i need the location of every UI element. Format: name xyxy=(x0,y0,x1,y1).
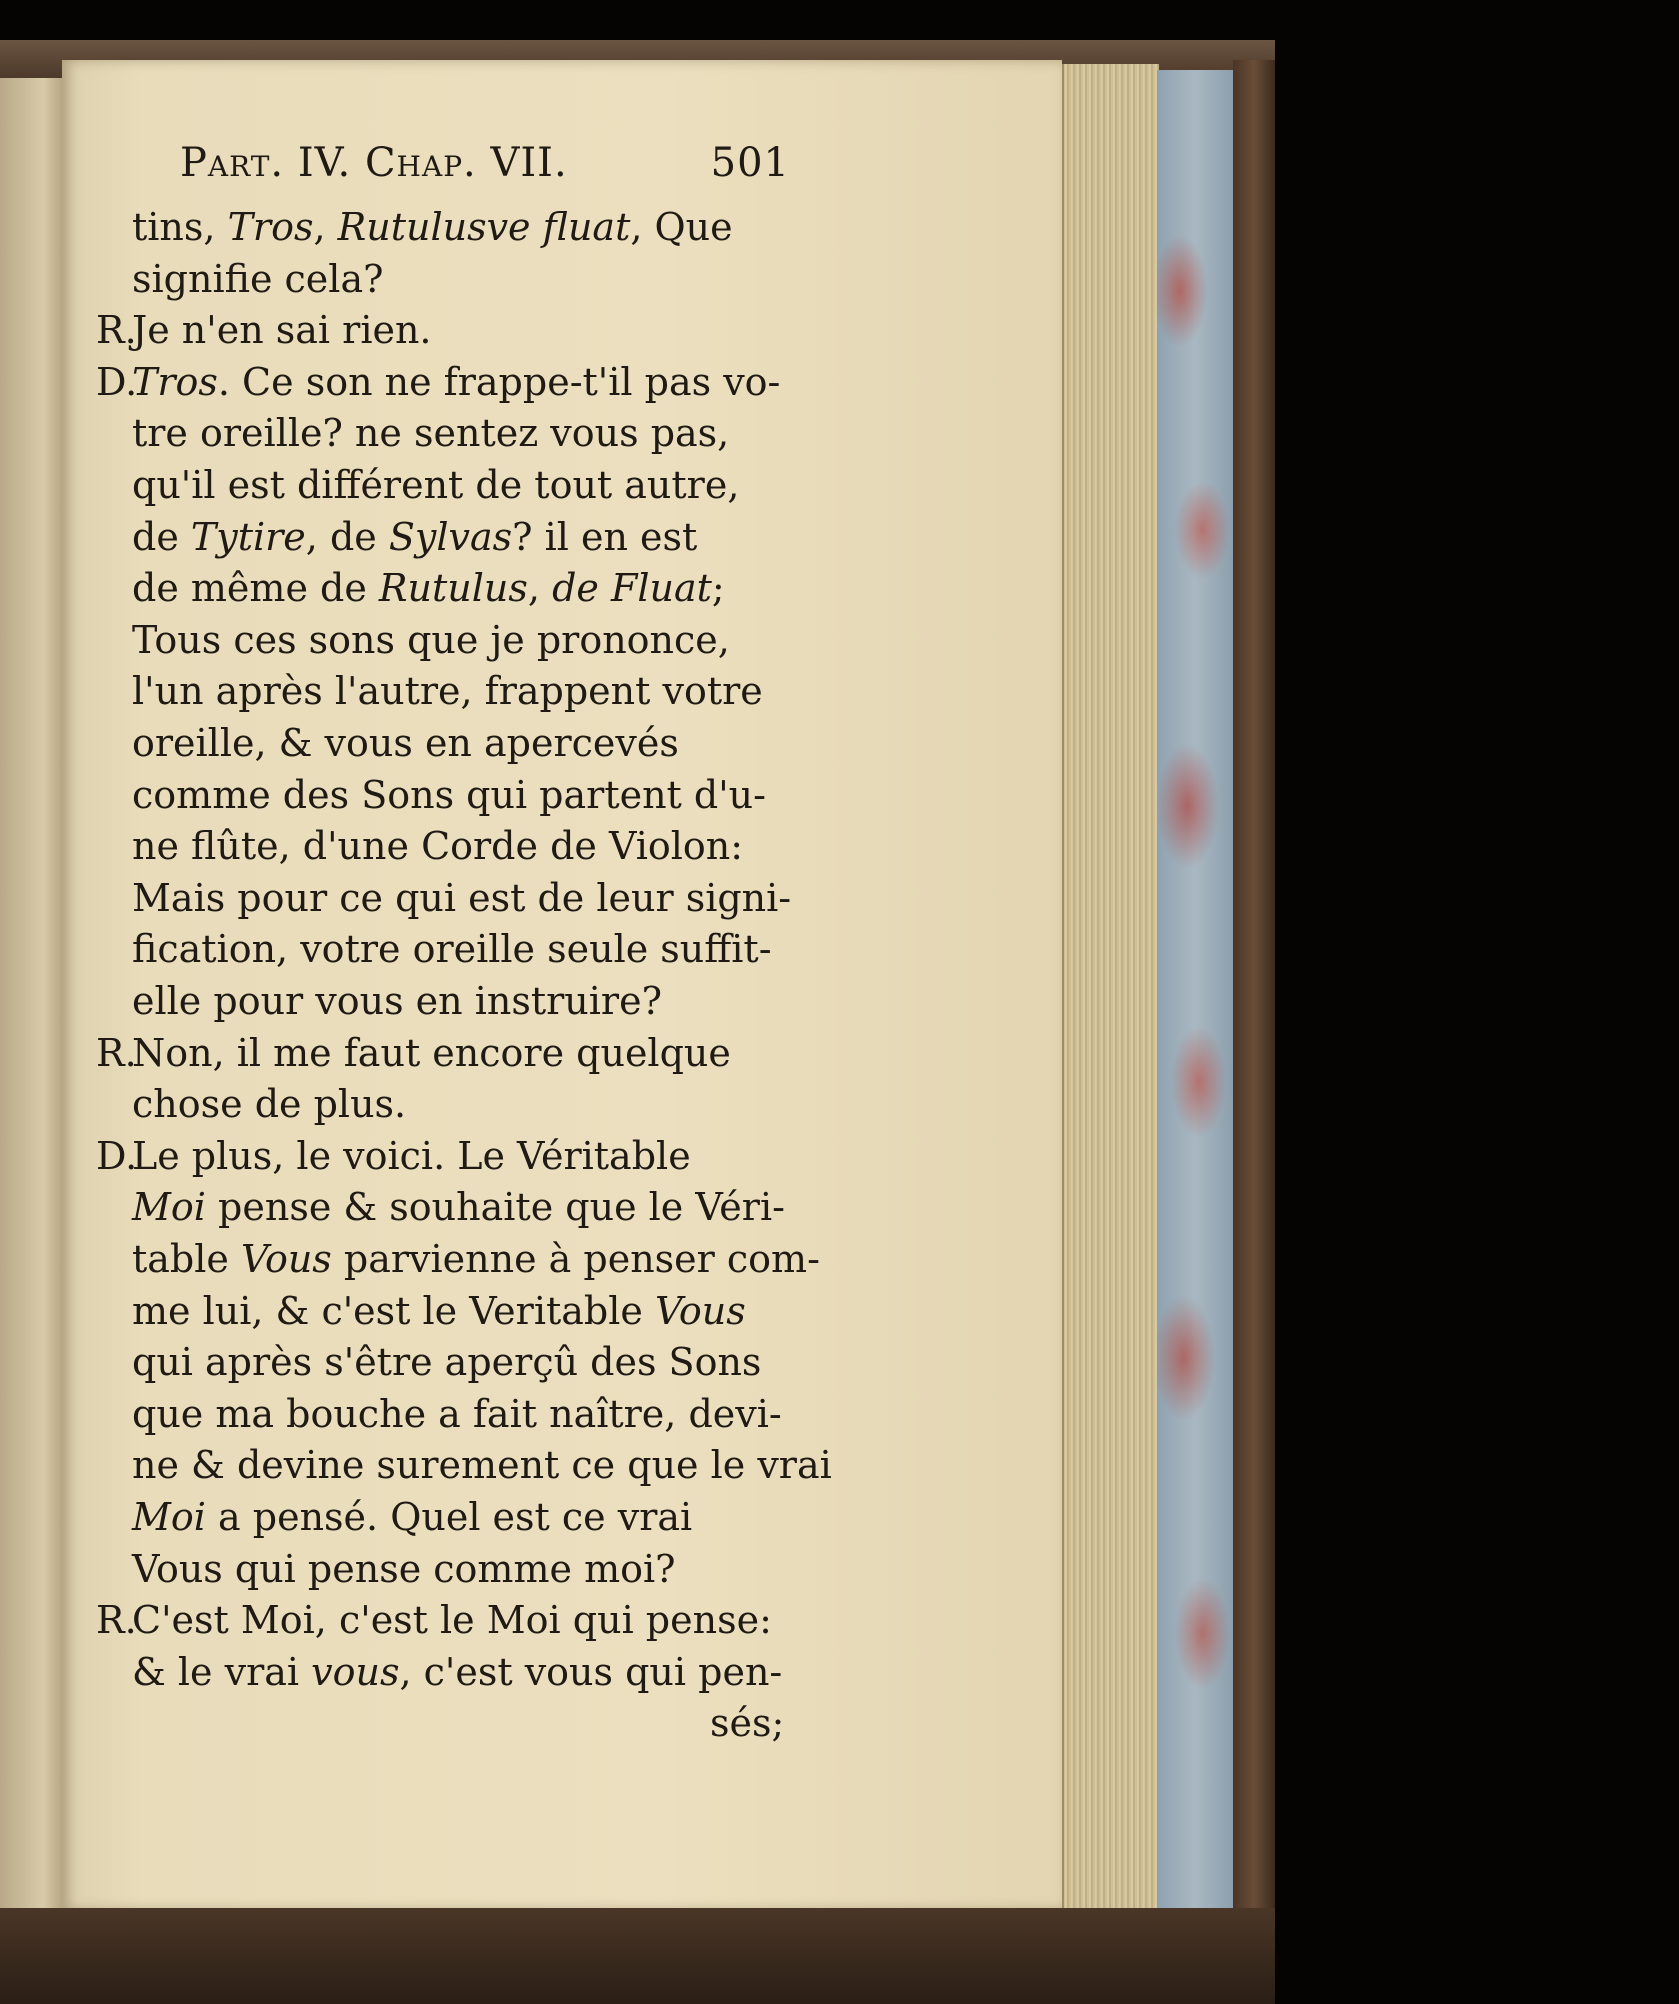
italic-term: Tros xyxy=(227,205,314,249)
text-line xyxy=(132,615,730,667)
page-number: 501 xyxy=(710,140,790,186)
text-run: Non, il me faut encore quelque xyxy=(132,1030,731,1075)
text-line xyxy=(132,1182,785,1234)
text-run: oreille, & vous en apercevés xyxy=(132,721,679,765)
text-run: Je n'en sai rien. xyxy=(132,308,432,353)
italic-term: Moi xyxy=(132,1495,206,1539)
text-line xyxy=(132,1028,731,1080)
italic-term: Tytire xyxy=(190,514,306,559)
text-run: table xyxy=(132,1237,241,1281)
speaker-marker: R. xyxy=(96,1030,137,1075)
text-run: elle pour vous en instruire? xyxy=(132,979,662,1023)
text-run: chose de plus. xyxy=(132,1082,407,1127)
running-title: Part. IV. Chap. VII. xyxy=(180,140,568,186)
text-run: comme des Sons qui partent d'u- xyxy=(132,772,766,817)
text-run: , xyxy=(313,205,338,249)
text-run: ne & devine surement ce que le vrai xyxy=(132,1443,832,1488)
text-line xyxy=(132,976,662,1028)
text-line xyxy=(132,770,766,822)
text-run: , Que xyxy=(630,205,733,249)
text-run: Mais pour ce qui est de leur signi- xyxy=(132,875,792,920)
text-line xyxy=(132,873,791,925)
text-line xyxy=(132,1389,782,1441)
catchword: sés; xyxy=(710,1701,785,1746)
text-run: fication, votre oreille seule suffit- xyxy=(132,927,772,972)
italic-term: Rutulus xyxy=(378,566,528,611)
text-run: de xyxy=(132,514,191,559)
text-run: Vous qui pense comme moi? xyxy=(132,1546,676,1591)
text-line xyxy=(132,821,743,873)
text-run: que ma bouche a fait naître, devi- xyxy=(132,1391,782,1436)
italic-term: Vous xyxy=(654,1288,746,1333)
italic-term: de Fluat xyxy=(552,566,712,611)
text-line xyxy=(132,202,733,254)
italic-term: Rutulusve fluat xyxy=(337,205,631,249)
text-line xyxy=(132,512,697,564)
text-run: . Ce son ne frappe-t'il pas vo- xyxy=(217,359,781,404)
text-run: me lui, & c'est le Veritable xyxy=(132,1288,655,1333)
text-run: ; xyxy=(711,566,725,611)
text-run: ne flûte, d'une Corde de Violon: xyxy=(132,824,744,869)
text-run: qu'il est différent de tout autre, xyxy=(132,463,740,507)
text-run: signifie cela? xyxy=(132,256,384,301)
text-line xyxy=(132,718,679,770)
text-line xyxy=(132,1286,746,1338)
italic-term: Sylvas xyxy=(388,514,513,559)
text-run: l'un après l'autre, frappent votre xyxy=(132,669,763,714)
speaker-marker: D. xyxy=(96,359,138,404)
text-run: pense & souhaite que le Véri- xyxy=(205,1185,785,1230)
marbled-fore-edge xyxy=(1157,70,1233,1910)
text-run: ? il en est xyxy=(512,514,698,559)
binding-edge xyxy=(1233,60,1275,1910)
italic-term: Tros xyxy=(132,359,218,404)
text-line xyxy=(132,1337,761,1389)
text-run: , c'est vous qui pen- xyxy=(399,1649,783,1694)
italic-term: Moi xyxy=(132,1185,206,1230)
text-line xyxy=(132,1595,772,1647)
running-header xyxy=(180,140,790,190)
text-line xyxy=(132,563,725,615)
page-stack-edges xyxy=(1062,64,1159,1909)
text-run: C'est Moi, c'est le Moi qui pense: xyxy=(132,1598,772,1643)
text-run: qui après s'être aperçû des Sons xyxy=(132,1340,762,1385)
text-line xyxy=(132,1440,832,1492)
text-line xyxy=(132,1131,691,1183)
text-run: & le vrai xyxy=(132,1649,312,1694)
text-run: parvienne à penser com- xyxy=(331,1237,820,1281)
text-line xyxy=(132,357,780,409)
text-line xyxy=(132,1234,820,1286)
book-bottom-edge xyxy=(0,1908,1275,2004)
text-line xyxy=(132,666,763,718)
text-line xyxy=(132,1544,676,1596)
left-page-edge xyxy=(0,78,62,1908)
text-line xyxy=(132,254,383,306)
italic-term: Vous xyxy=(240,1237,332,1281)
text-run: Tous ces sons que je prononce, xyxy=(132,617,730,662)
text-line xyxy=(132,1079,406,1131)
speaker-marker: D. xyxy=(96,1133,138,1178)
text-run: tins, xyxy=(132,205,228,249)
speaker-marker: R. xyxy=(96,1598,137,1643)
text-line xyxy=(132,1492,692,1544)
text-run: a pensé. Quel est ce vrai xyxy=(205,1495,693,1539)
text-line xyxy=(132,924,772,976)
text-line xyxy=(132,1647,782,1699)
text-run: , xyxy=(527,566,553,611)
speaker-marker: R. xyxy=(96,308,137,353)
text-run: de même de xyxy=(132,566,379,611)
text-line xyxy=(132,408,729,460)
text-run: , de xyxy=(305,514,389,559)
italic-term: vous xyxy=(311,1649,400,1694)
text-line xyxy=(132,305,432,357)
text-run: tre oreille? ne sentez vous pas, xyxy=(132,411,730,456)
text-line xyxy=(132,460,739,512)
text-run: Le plus, le voici. Le Véritable xyxy=(132,1133,691,1178)
